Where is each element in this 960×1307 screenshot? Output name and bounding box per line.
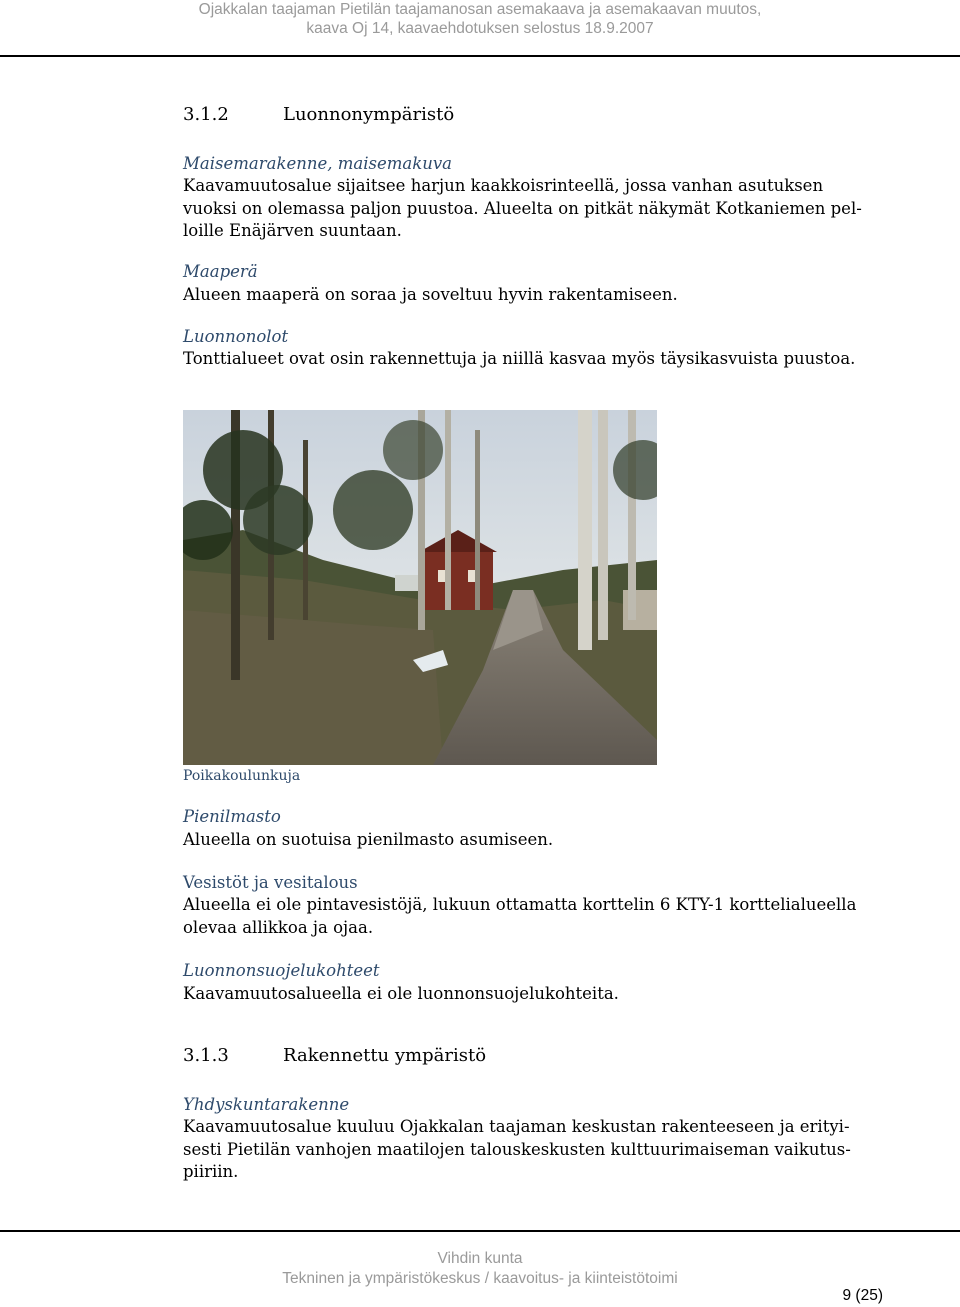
landscape-line-1: Kaavamuutosalue sijaitsee harjun kaakkoisrinteellä, jossa vanhan asutuksen	[183, 176, 824, 195]
community-line-3: piiriin.	[183, 1162, 239, 1181]
protection-heading: Luonnonsuojelukohteet	[183, 961, 380, 980]
running-header	[0, 0, 960, 54]
footer-rule	[0, 1230, 960, 1232]
landscape-heading: Maisemarakenne, maisemakuva	[183, 154, 452, 173]
soil-text: Alueen maaperä on soraa ja soveltuu hyvin rakentamiseen.	[183, 285, 678, 304]
waters-heading: Vesistöt ja vesitalous	[183, 873, 358, 892]
footer-line-2: Tekninen ja ympäristökeskus / kaavoitus- ja kiinteistötoimi	[282, 1270, 678, 1287]
waters-line-1: Alueella ei ole pintavesistöjä, lukuun ottamatta korttelin 6 KTY-1 korttelialueella	[183, 895, 857, 914]
header-line-1: Ojakkalan taajaman Pietilän taajamanosan asemakaava ja asemakaavan muutos,	[198, 1, 762, 18]
section-heading-3-1-2	[183, 104, 454, 126]
page-number: 9 (25)	[842, 1287, 883, 1304]
microclimate-heading: Pienilmasto	[183, 807, 281, 826]
community-heading: Yhdyskuntarakenne	[183, 1095, 350, 1114]
section-number: 3.1.3	[183, 1045, 229, 1066]
header-line-2: kaava Oj 14, kaavaehdotuksen selostus 18.9.2007	[306, 20, 654, 37]
header-rule	[0, 55, 960, 57]
section-title: Luonnonympäristö	[283, 104, 455, 125]
photo-caption: Poikakoulunkuja	[183, 768, 301, 784]
footer-line-1: Vihdin kunta	[437, 1250, 523, 1267]
landscape-line-2: vuoksi on olemassa paljon puustoa. Alueelta on pitkät näkymät Kotkaniemen pel-	[183, 199, 862, 218]
protection-text: Kaavamuutosalueella ei ole luonnonsuojelukohteita.	[183, 984, 619, 1003]
nature-text: Tonttialueet ovat osin rakennettuja ja niillä kasvaa myös täysikasvuista puustoa.	[183, 349, 856, 368]
waters-line-2: olevaa allikkoa ja ojaa.	[183, 918, 374, 937]
street-photo	[183, 410, 657, 765]
landscape-line-3: loille Enäjärven suuntaan.	[183, 221, 402, 240]
section-heading-3-1-3	[183, 1045, 486, 1067]
community-line-2: sesti Pietilän vanhojen maatilojen talouskeskusten kulttuurimaiseman vaikutus-	[183, 1140, 851, 1159]
community-line-1: Kaavamuutosalue kuuluu Ojakkalan taajaman keskustan rakenteeseen ja erityi-	[183, 1117, 850, 1136]
nature-heading: Luonnonolot	[183, 327, 289, 346]
section-number: 3.1.2	[183, 104, 229, 125]
soil-heading: Maaperä	[183, 262, 258, 281]
microclimate-text: Alueella on suotuisa pienilmasto asumiseen.	[183, 830, 554, 849]
section-title: Rakennettu ympäristö	[283, 1045, 487, 1066]
